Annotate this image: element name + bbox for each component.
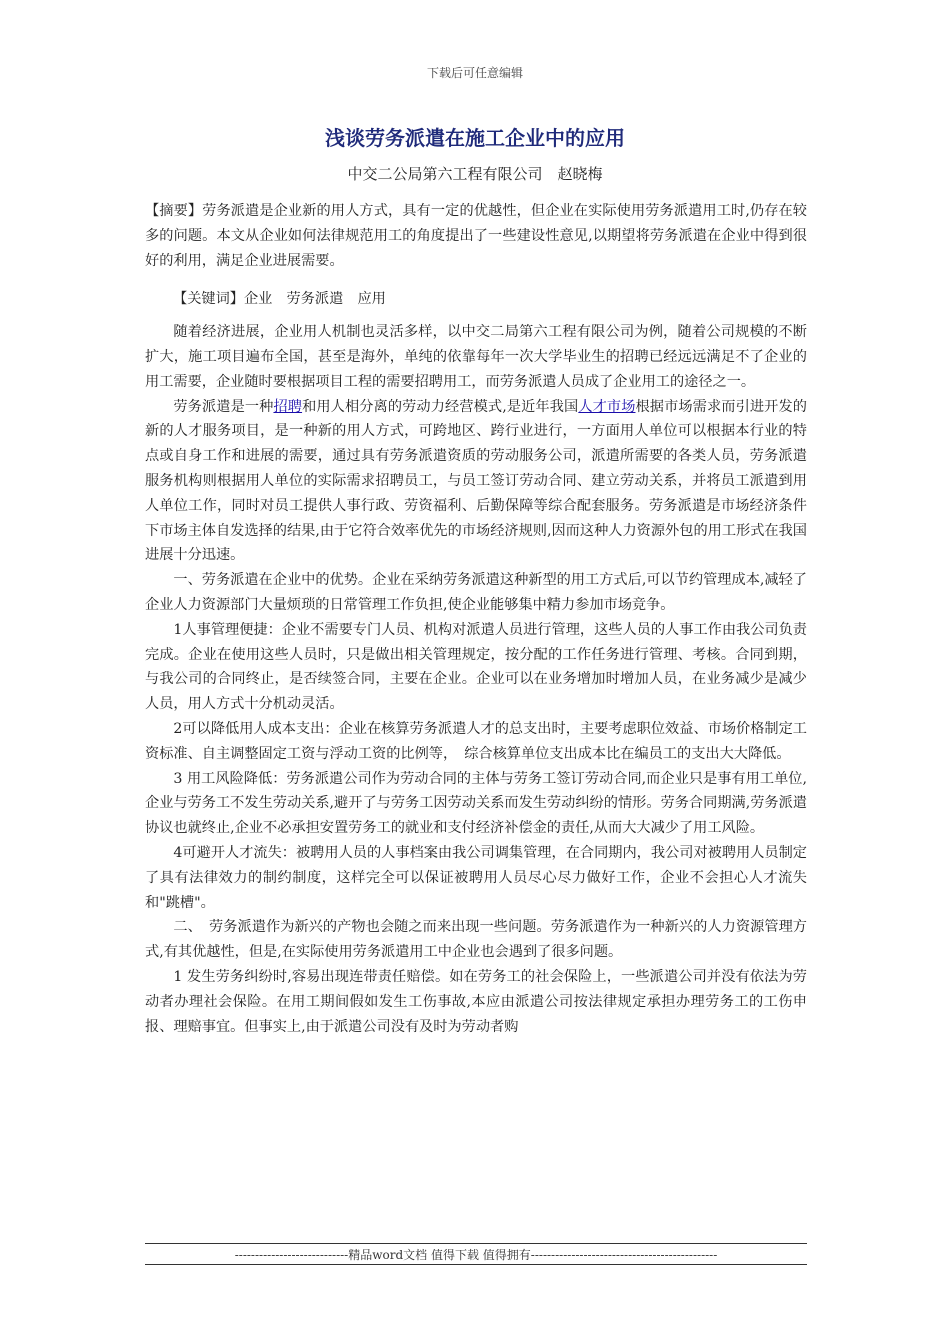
body-paragraph-4: 1人事管理便捷：企业不需要专门人员、机构对派遣人员进行管理，这些人员的人事工作由我公司负责完成。企业在使用这些人员时，只是做出相关管理规定，按分配的工作任务进行管理、考核。合同到期，与我公司的合同终止，是否续签合同，主要在企业。企业可以在业务增加时增加人员，在业务减少是减少人员，用人方式十分机动灵活。: [145, 621, 807, 713]
body-paragraph-2: [145, 395, 807, 569]
abstract-paragraph: 【摘要】劳务派遣是企业新的用人方式，具有一定的优越性，但企业在实际使用劳务派遣用工时,仍存在较多的问题。本文从企业如何法律规范用工的角度提出了一些建设性意见,以期望将劳务派遣在企业中得到很好的利用，满足企业进展需要。: [145, 203, 807, 269]
body-paragraph-3: 一、劳务派遣在企业中的优势。企业在采纳劳务派遣这种新型的用工方式后,可以节约管理成本,减轻了企业人力资源部门大量烦琐的日常管理工作负担,使企业能够集中精力参加市场竞争。: [145, 572, 807, 613]
body-paragraph-6: 3 用工风险降低：劳务派遣公司作为劳动合同的主体与劳务工签订劳动合同,而企业只是事有用工单位,企业与劳务工不发生劳动关系,避开了与劳务工因劳动关系而发生劳动纠纷的情形。劳务合同期满,劳务派遣协议也就终止,企业不必承担安置劳务工的就业和支付经济补偿金的责任,从而大大减少了用工风险。: [145, 770, 807, 837]
page-header: 下载后可任意编辑: [426, 66, 523, 80]
paragraph-text: 根据市场需求而引进开发的新的人才服务项目，是一种新的用人方式，可跨地区、跨行业进行，一方面用人单位可以根据本行业的特点或自身工作和进展的需要，通过具有劳务派遣资质的劳动服务公司，派遣所需要的各类人员，劳务派遣服务机构则根据用人单位的实际需求招聘员工，与员工签订劳动合同、建立劳动关系，并将员工派遣到用人单位工作，同时对员工提供人事行政、劳资福利、后勤保障等综合配套服务。劳务派遣是市场经济条件下市场主体自发选择的结果,由于它符合效率优先的市场经济规则,因而这种人力资源外包的用工形式在我国进展十分迅速。: [145, 398, 807, 564]
recruitment-link[interactable]: 招聘: [273, 398, 303, 415]
document-body: [145, 199, 807, 1039]
body-paragraph-1: 随着经济进展，企业用人机制也灵活多样，以中交二局第六工程有限公司为例，随着公司规模的不断扩大，施工项目遍布全国，甚至是海外，单纯的依靠每年一次大学毕业生的招聘已经远远满足不了企业的用工需要，企业随时要根据项目工程的需要招聘用工，而劳务派遣人员成了企业用工的途径之一。: [145, 324, 807, 390]
body-paragraph-9: 1 发生劳务纠纷时,容易出现连带责任赔偿。如在劳务工的社会保险上，一些派遣公司并没有依法为劳动者办理社会保险。在用工期间假如发生工伤事故,本应由派遣公司按法律规定承担办理劳务工的工伤申报、理赔事宜。但事实上,由于派遣公司没有及时为劳动者购: [145, 968, 807, 1035]
page-footer: ----------------------------精品word文档 值得下载 值得拥有----------------------------------------------: [145, 1243, 807, 1263]
talent-market-link[interactable]: 人才市场: [578, 398, 636, 415]
author-line: 中交二公局第六工程有限公司 赵晓梅: [347, 165, 603, 183]
keywords-line: 【关键词】企业 劳务派遣 应用: [173, 291, 386, 308]
document-title: 浅谈劳务派遣在施工企业中的应用: [325, 126, 625, 150]
paragraph-text: 和用人相分离的劳动力经营模式,是近年我国: [302, 398, 579, 415]
body-paragraph-8: 二、 劳务派遣作为新兴的产物也会随之而来出现一些问题。劳务派遣作为一种新兴的人力资源管理方式,有其优越性，但是,在实际使用劳务派遣用工中企业也会遇到了很多问题。: [145, 919, 807, 961]
paragraph-text: 劳务派遣是一种: [173, 398, 274, 415]
footer-divider: [145, 1264, 807, 1265]
body-paragraph-5: 2可以降低用人成本支出：企业在核算劳务派遣人才的总支出时，主要考虑职位效益、市场价格制定工资标准、自主调整固定工资与浮动工资的比例等， 综合核算单位支出成本比在编员工的支出大大降低。: [145, 720, 807, 762]
body-paragraph-7: 4可避开人才流失：被聘用人员的人事档案由我公司调集管理，在合同期内，我公司对被聘用人员制定了具有法律效力的制约制度，这样完全可以保证被聘用人员尽心尽力做好工作，企业不会担心人才流失和"跳槽"。: [145, 844, 807, 911]
